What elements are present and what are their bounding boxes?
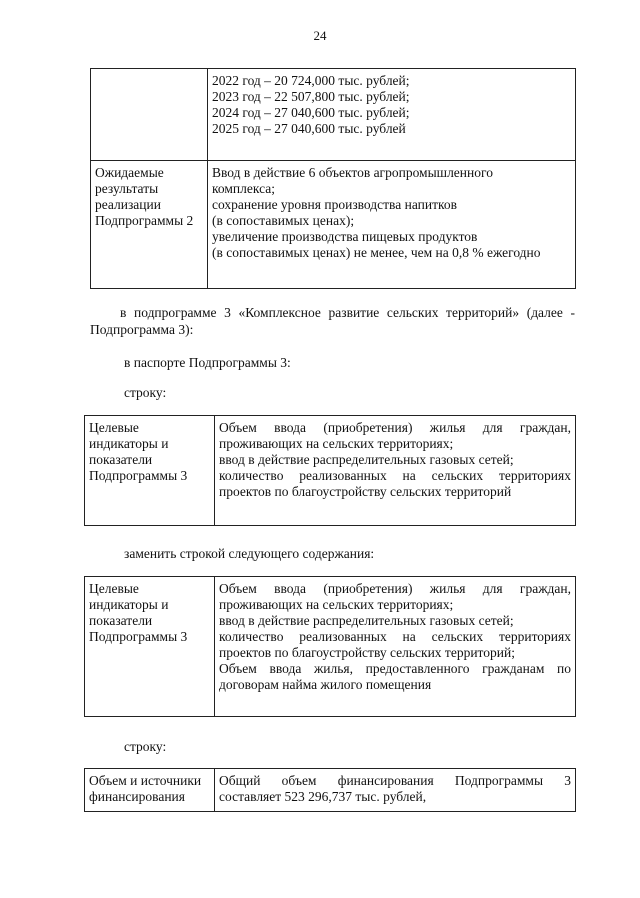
label-line: Объем и источники: [89, 773, 202, 788]
label-line: финансирования: [89, 789, 185, 804]
label-line: индикаторы и: [89, 597, 169, 612]
paragraph-line: Подпрограмма 3):: [90, 322, 194, 337]
label-line: Целевые: [89, 420, 139, 435]
value-line: Объем ввода (приобретения) жилья для граждан,: [219, 581, 571, 596]
value-line: договорам найма жилого помещения: [219, 677, 432, 692]
table-row: [85, 577, 576, 717]
table-cell-empty: [91, 69, 208, 161]
table-target-indicators-new: [84, 576, 576, 717]
table-target-indicators-old: [84, 415, 576, 526]
value-line: проектов по благоустройству сельских территорий: [219, 484, 512, 499]
value-line: (в сопоставимых ценах);: [212, 213, 355, 228]
table-funding-sources: [84, 768, 576, 812]
funding-by-year-cell: [208, 69, 576, 161]
value-line: количество реализованных на сельских территориях: [219, 468, 571, 483]
paragraph-replace: заменить строкой следующего содержания:: [124, 546, 375, 561]
value-line: проживающих на сельских территориях;: [219, 436, 454, 451]
paragraph-passport: в паспорте Подпрограммы 3:: [124, 355, 291, 370]
label-line: Подпрограммы 3: [89, 468, 188, 483]
table-row: [85, 769, 576, 812]
value-line: комплекса;: [212, 181, 275, 196]
value-line: увеличение производства пищевых продуктов: [212, 229, 478, 244]
value-line: составляет 523 296,737 тыс. рублей,: [219, 789, 427, 804]
label-line: показатели: [89, 452, 153, 467]
value-line: Ввод в действие 6 объектов агропромышленного: [212, 165, 493, 180]
funding-2025: 2025 год – 27 040,600 тыс. рублей: [212, 121, 406, 136]
paragraph-line: в подпрограмме 3 «Комплексное развитие сельских территорий» (далее -: [120, 305, 575, 320]
label-line: результаты: [95, 181, 159, 196]
value-line: количество реализованных на сельских территориях: [219, 629, 571, 644]
table-row: [85, 416, 576, 526]
value-line: проектов по благоустройству сельских территорий;: [219, 645, 515, 660]
value-line: Объем ввода (приобретения) жилья для граждан,: [219, 420, 571, 435]
indicators-value: [215, 577, 576, 717]
funding-label: [85, 769, 215, 812]
value-line: проживающих на сельских территориях;: [219, 597, 454, 612]
label-line: Ожидаемые: [95, 165, 164, 180]
expected-results-value: [208, 161, 576, 289]
value-line: Объем ввода жилья, предоставленного гражданам по: [219, 661, 571, 676]
label-line: реализации: [95, 197, 161, 212]
value-line: (в сопоставимых ценах) не менее, чем на 0,8 % ежегодно: [212, 245, 541, 260]
expected-results-label: [91, 161, 208, 289]
funding-2023: 2023 год – 22 507,800 тыс. рублей;: [212, 89, 410, 104]
label-line: показатели: [89, 613, 153, 628]
label-line: индикаторы и: [89, 436, 169, 451]
paragraph-subprogram-3-intro: [90, 304, 575, 338]
table-row: [91, 161, 576, 289]
table-row: [91, 69, 576, 161]
indicators-label: [85, 416, 215, 526]
paragraph-row-label: строку:: [124, 385, 167, 400]
value-line: ввод в действие распределительных газовых сетей;: [219, 613, 514, 628]
label-line: Подпрограммы 2: [95, 213, 194, 228]
table-subprogram-2-continuation: [90, 68, 576, 289]
value-line: ввод в действие распределительных газовых сетей;: [219, 452, 514, 467]
funding-2024: 2024 год – 27 040,600 тыс. рублей;: [212, 105, 410, 120]
funding-value: [215, 769, 576, 812]
value-line: сохранение уровня производства напитков: [212, 197, 457, 212]
funding-2022: 2022 год – 20 724,000 тыс. рублей;: [212, 73, 410, 88]
label-line: Целевые: [89, 581, 139, 596]
label-line: Подпрограммы 3: [89, 629, 188, 644]
indicators-label: [85, 577, 215, 717]
indicators-value: [215, 416, 576, 526]
page-number: 24: [313, 28, 327, 43]
value-line: Общий объем финансирования Подпрограммы 3: [219, 773, 571, 788]
paragraph-row-label-2: строку:: [124, 739, 167, 754]
